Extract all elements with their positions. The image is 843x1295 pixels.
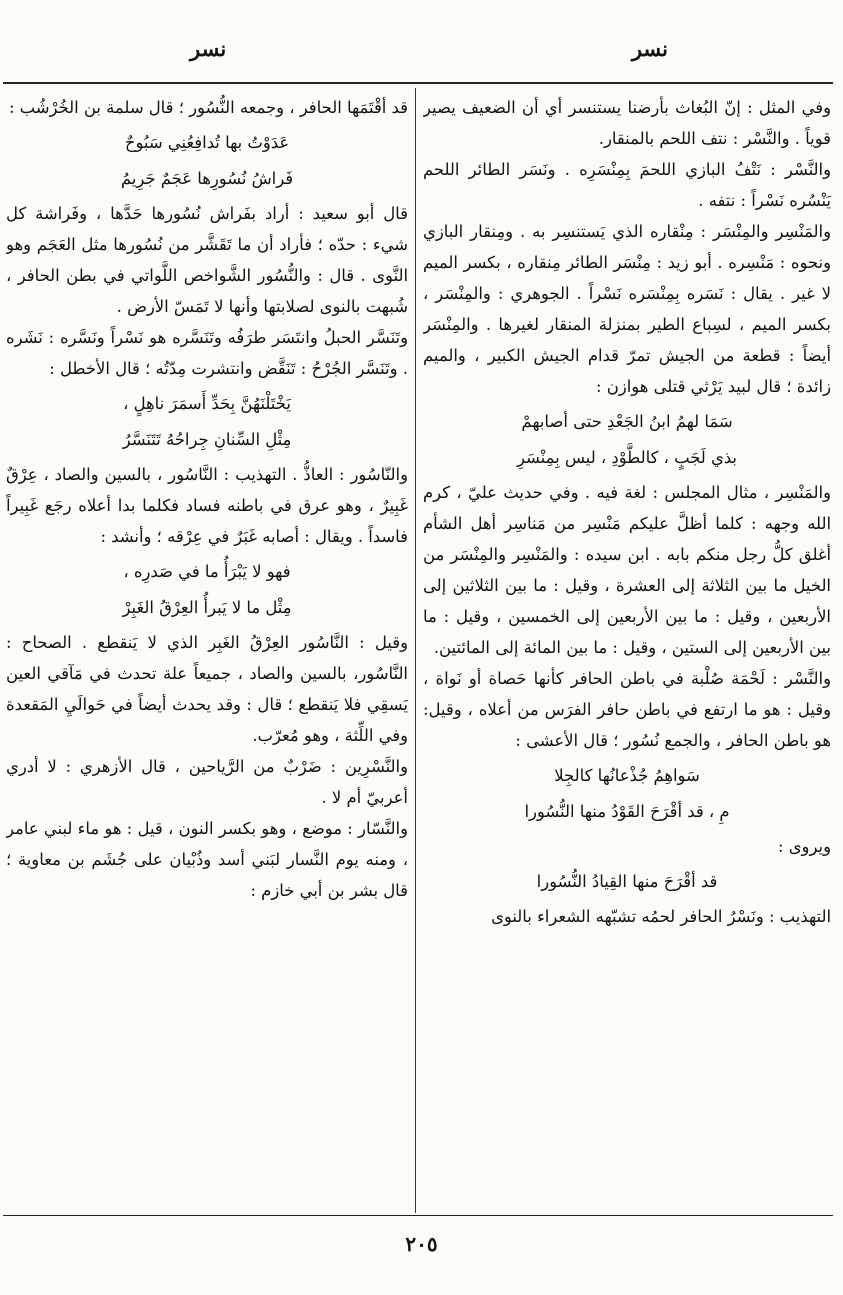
paragraph: والنَّسّار : موضع ، وهو بكسر النون ، قيل : هو ماء لبني عامر ، ومنه يوم النَّسار لبَني أسد وذُبْيان على جُشَم بن معاوية ؛ قال بشر بن أبي خازم :	[6, 819, 408, 900]
verse-line: مِثْل ما لا يَبرأُ العِرْقُ الغَبِرْ	[122, 598, 292, 617]
column-divider	[415, 88, 416, 1213]
running-head-left: نسر	[190, 36, 227, 61]
verse-line: سَمَا لهمُ ابنُ الجَعْدِ حتى أصابهمْ	[521, 412, 733, 431]
verse-line: قد أقْرَحَ منها القِيادُ النُّسُورا	[536, 872, 718, 891]
paragraph: قال أبو سعيد : أراد بفَراش نُسُورها حَدَّها ، وفَراشة كل شيء : حدّه ؛ فأراد أن ما تَقَشَّر من نُسُورها مثل العَجَم وهو النَّوى . قال : والنُّسُور الشَّواخص اللَّواتي في بطن الحافر ، شُبهت بالنوى لصلابتها وأنها لا تَمَسّ الأرض .	[6, 204, 408, 316]
paragraph: ويروى :	[778, 837, 831, 856]
paragraph: وتَنَسَّر الحبلُ وانتَسَر طرَفُه وتَنَسَّره هو نَسْراً ونَسَّره : نَشَره . وتَنَسَّر الجُرْحُ : تَنَقَّض وانتشرت مِدّتُه ؛ قال الأخطل :	[6, 328, 408, 378]
paragraph: والنَّسْر : لَحْمَة صُلْبة في باطن الحافر كأنها حَصاة أو نَواة ، وقيل : هو ما ارتفع في باطن حافر الفرَس من أعلاه ، وقيل: هو باطن الحافر ، والجمع نُسُور ؛ قال الأعشى :	[423, 669, 831, 750]
paragraph: والنَّسْرِين : ضَرْبٌ من الرَّياحين ، قال الأزهري : لا أدري أعربيّ أم لا .	[6, 757, 408, 807]
paragraph: والنّاسُور : العاذُّ . التهذيب : النَّاسُور ، بالسين والصاد ، عِرْقٌ غَبِيرٌ ، وهو عرق في باطنه فساد فكلما بدا أعلاه رجَع غَبِيراً فاسداً . ويقال : أصابه غَبَرٌ في عِرْقه ؛ وأنشد :	[6, 465, 408, 546]
verse-line: بذي لَجَبٍ ، كالطَّوْدِ ، ليس بِمِنْسَرِ	[517, 448, 737, 467]
verse-line: فَراشُ نُسُورِها عَجَمٌ جَرِيمُ	[120, 169, 294, 188]
left-column	[6, 92, 408, 1202]
running-head-right: نسر	[631, 36, 668, 61]
paragraph: وقيل : النَّاسُور العِرْقُ الغَبِر الذي لا يَنقطع . الصحاح : النَّاسُور، بالسين والصاد ، جميعاً علة تحدث في مَآقي العين يَسقِي فلا يَنقطع ؛ قال : وقد يحدث أيضاً في حَوالَيِ المَقعدة وفي اللِّثة ، وهو مُعرّب.	[6, 633, 408, 745]
verse-line: سَواهِمُ جُذْعانُها كالجِلا	[554, 766, 700, 785]
right-column	[423, 92, 831, 1202]
page-header	[0, 36, 843, 72]
paragraph: والمَنْسِر والمِنْسَر : مِنْقاره الذي يَستنسِر به . ومِنقار البازي ونحوه : مَنْسِره . أبو زيد : مِنْسَر الطائر مِنقاره ، بكسر الميم لا غير . يقال : نَسَره بِمِنْسَره نَسْراً . الجوهري : والمِنْسَر ، بكسر الميم ، لسِباع الطير بمنزلة المنقار لغيرها . والمِنْسَر أيضاً : قطعة من الجيش تمرّ قدام الجيش الكبير ، والميم زائدة ؛ قال لبيد يَرْثي قتلى هوازن :	[423, 222, 831, 396]
paragraph: قد أقْتَمَها الحافر ، وجمعه النُّسُور ؛ قال سلمة بن الخُرْشُب :	[8, 98, 408, 117]
verse-line: فهو لا يَبْرَأُ ما في صَدرِه ،	[123, 562, 291, 581]
paragraph: والمَنْسِر ، مثال المجلس : لغة فيه . وفي حديث عليّ ، كرم الله وجهه : كلما أظلَّ عليكم مَنْسِر من مَناسِر أهل الشأم أغلق كلُّ رجل منكم بابه . ابن سيده : والمَنْسِر والمِنْسَر من الخيل ما بين الثلاثة إلى العشرة ، وقيل : ما بين الثلاثين إلى الأربعين ، وقيل : ما بين الأربعين إلى الخمسين ، وقيل : ما بين الأربعين إلى الستين ، وقيل : ما بين المائة إلى المائتين.	[423, 483, 831, 657]
verse-line: مِثْلِ السِّنانِ جِراحُهُ تَتَنَسَّرُ	[122, 430, 292, 449]
footer-rule	[3, 1215, 833, 1216]
paragraph: وفي المثل : إنّ البُغاث بأرضنا يستنسر أي أن الضعيف يصير قوياً . والنَّسْر : نتف اللحم بالمنقار.	[423, 98, 831, 148]
page-number: ٢٠٥	[405, 1232, 438, 1256]
verse-line: مِ ، قد أقْرَحَ القَوْدُ منها النُّسُورا	[524, 802, 730, 821]
paragraph: والنَّسْر : نَتْفُ البازي اللحمَ بِمِنْسَرِه . ونَسَر الطائر اللحم يَنْسُره نَسْراً : نتفه .	[423, 160, 831, 210]
verse-line: عَدَوْتُ بها تُدافِعُنِي سَبُوحٌ	[124, 133, 290, 152]
verse-line: يَخْتَلْنَهُنَّ بِحَدِّ أَسمَرَ ناهِلٍ ،	[123, 394, 291, 413]
paragraph: التهذيب : ونَسْرُ الحافر لحمُه تشبّهه الشعراء بالنوى	[491, 907, 831, 926]
header-rule	[3, 82, 833, 84]
